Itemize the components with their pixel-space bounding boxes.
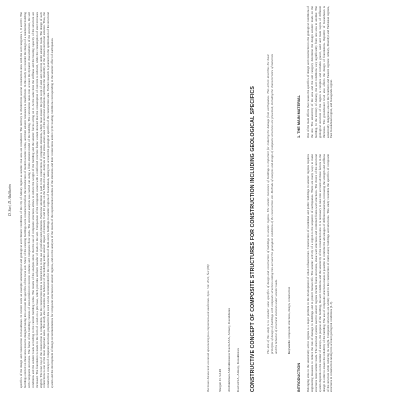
author-line-3: KazGASA, Almaty, Kazakhstan bbox=[236, 348, 240, 392]
section-heading-main-material: 1. THE MAIN MATERIAL bbox=[297, 95, 301, 138]
section-heading-introduction: INTRODUCTION bbox=[297, 362, 301, 392]
keywords-text: composite structures, design, construction bbox=[287, 286, 291, 339]
keywords-label: Keywords: bbox=[287, 339, 291, 354]
continuation-text: specifics of the design and construction in Kazakhstan. In current work an example seismological and geological and climatic conditions of the city of Almaty region as seismic risk area are considered. The territory is divided into several construction sites with the soil categories I, II and III. The buildings erected on these sites must be designed taking into account the specifics of the local soil. Many of the existing buildings were constructed before the introduction of modern seismic codes, and their seismic resistance is insufficient. In this study we consider the design of a residential building with composite structures. The frame of the building consists of steel-reinforced concrete columns and composite floor slabs. The structural analysis was carried out using a finite element model of the building. The calculation takes into account the dynamic characteristics of the structure, the soil conditions and the seismic loads according to the current building codes. The results of the analysis show that the use of composite structures allows to reduce the weight of the building and the seismic forces acting on it. At the same time the stiffness and the bearing capacity of the structure are increased. The foundation is made in the form of a slab on a pile base, which provides uniform transfer of loads to the soil. Comparison of the composite variant with a reinforced concrete frame variant showed that the consumption of concrete is reduced, while the consumption of steel increases slightly. The total cost of the construction is comparable, but the construction time is reduced due to the use of prefabricated elements. Particular attention is paid to the connections of composite elements, which must ensure the joint work of steel and concrete under seismic loads. The design of such connections is one of the most important tasks. The study also considers the behavior of the building under seismic impact of intensity 9 and 10 points on the MSK-64 scale. Analysis of the stress-strain state of the structural elements confirmed the reliability of the chosen structural solution. Thus, the constructive concept of composite structures proposed in this work can be recommended for the construction of multi-storey buildings in seismic regions of Kazakhstan, taking into account the geological specifics of the construction sites. Further research is planned on the optimization of the structural system and the development of design recommendations for composite structures in seismic regions, and on the analysis of the results of the experimental studies of the elements and their connections under cyclic loading conditions corresponding to the seismic effect of earthquakes. bbox=[19, 12, 55, 388]
main-material-text: One of the main effects that causes the specifics of design and construction is the geological conditions of the site. The seismicity of the area and the soil category determine the design seismic loads on the building. In the territory of Almaty, the soil conditions vary significantly from one area to another. The geological structure of the region is complex and includes gravel, sand and loam layers of different thickness. The groundwater level also affects the design of foundations. Republic of Kazakhstan is seismically dangerous area in the Southern and Eastern regions: Almaty, Zhambyl and Turkestan regions, East Kazakhstan region, and Karaganda region. bbox=[306, 6, 334, 138]
author-line-1: Nurgali D. SARI bbox=[218, 368, 222, 392]
author-line-2: Abdrakhman Abdrakhmanov KazGASA, Almaty, Kazakhstan bbox=[227, 308, 231, 392]
keywords bbox=[288, 54, 292, 354]
first-page bbox=[200, 0, 400, 400]
introduction-text: Belonging sites to the seismically active regions is a major problem in the development of urban infrastructure. Construction of residential and public buildings in seismic regions requires engineering measures to reduce the risk of damage to buildings and to protect human life. The seismic activity of a region is the sequence of earthquakes. There are many ways to make structures resist seismic loads. The structural systems used in seismic regions include frame structures, shear-wall structures and combined frame-wall structures. The choice of the structural system depends on the number of storeys, the purpose of the building, the soil conditions and the seismicity of the construction site. It is necessary to take into account all these factors in the design in order to ensure the reliability of the building. The use of composite structures makes it possible to combine the advantages of different materials, increasing the strength and stiffness of the structure while reducing its weight. Composite structures are widely used in the construction of multi-storey buildings and structures. This study considers the specifics of composite structures in construction taking into account geological conditions [1-3]. bbox=[306, 154, 334, 392]
paper-title: CONSTRUCTIVE CONCEPT OF COMPOSITE STRUCTURES FOR CONSTRUCTION INCLUDING GEOLOGICAL SPECIFICS bbox=[250, 86, 256, 392]
running-head: D. Sari, D. Abdikarim bbox=[8, 184, 12, 216]
abstract: The aim of this study is to consider some specifics of design and construction of buildings in seismic regions. The seismic resistance of buildings is important for reducing the damage from earthquakes. This article describes the basic principles of design of buildings with composite structures taking into account the geological conditions of the construction site. Methods of analysis and design of composite structures are presented, including the characteristics of materials and the behavior of structural elements under seismic loads. bbox=[266, 54, 278, 354]
journal-header: Вестник Казахской головной архитектурно-строительной академии. Spec. Vol. 2022, №4 (88) bbox=[206, 264, 210, 392]
